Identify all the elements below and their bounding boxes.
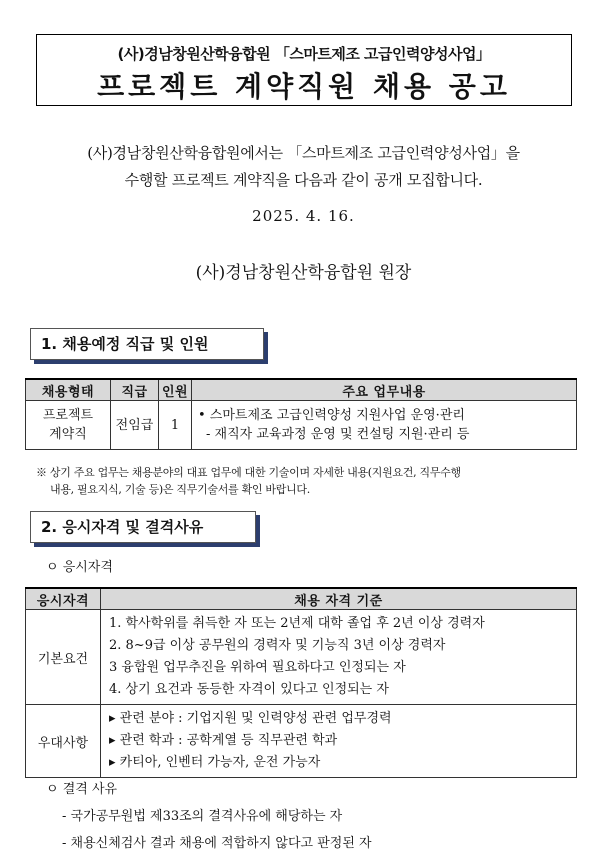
section-2-heading: 2. 응시자격 및 결격사유 [30, 511, 256, 543]
header-qualification: 응시자격 [26, 588, 101, 610]
list-item: 2. 8~9급 이상 공무원의 경력자 및 기능직 3년 이상 경력자 [109, 638, 446, 653]
list-item: 1. 학사학위를 취득한 자 또는 2년제 대학 졸업 후 2년 이상 경력자 [109, 616, 485, 631]
intro-line-1: (사)경남창원산학융합원에서는 「스마트제조 고급인력양성사업」을 [87, 144, 520, 162]
header-duties: 주요 업무내용 [192, 379, 577, 401]
table-row [26, 610, 577, 705]
cell-count: 1 [159, 401, 192, 450]
title-box [36, 34, 572, 106]
list-item: ▸ 관련 분야 : 기업지원 및 인력양성 관련 업무경력 [109, 711, 392, 726]
cell-duties [192, 401, 577, 450]
list-item: - 국가공무원법 제33조의 결격사유에 해당하는 자 [62, 809, 343, 824]
header-count: 인원 [159, 379, 192, 401]
cell-grade: 전임급 [111, 401, 159, 450]
preferred-list [101, 705, 577, 778]
section-1-heading: 1. 채용예정 직급 및 인원 [30, 328, 264, 360]
organization-signature: (사)경남창원산학융합원 원장 [195, 263, 412, 283]
header-employment-type: 채용형태 [26, 379, 111, 401]
page-title: 프로젝트 계약직원 채용 공고 [97, 70, 511, 103]
announcement-date: 2025. 4. 16. [252, 207, 355, 225]
qualification-table-header [26, 588, 577, 610]
basic-requirements-list [101, 610, 577, 705]
list-item: ▸ 관련 학과 : 공학계열 등 직무관련 학과 [109, 733, 338, 748]
table-row [26, 705, 577, 778]
section-1-note [36, 464, 581, 498]
intro-paragraph [20, 140, 587, 194]
basic-requirements-label: 기본요건 [26, 610, 101, 705]
list-item: 4. 상기 요건과 동등한 자격이 있다고 인정되는 자 [109, 682, 389, 697]
disqualification-block [46, 776, 372, 857]
list-item: 3 융합원 업무추진을 위하여 필요하다고 인정되는 자 [109, 660, 406, 675]
duty-line-1: • 스마트제조 고급인력양성 지원사업 운영·관리 [198, 408, 465, 423]
note-line-1: ※ 상기 주요 업무는 채용분야의 대표 업무에 대한 기술이며 자세한 내용(지원요건, 직무수행 [36, 466, 461, 479]
preferred-label: 우대사항 [26, 705, 101, 778]
intro-line-2: 수행할 프로젝트 계약직을 다음과 같이 공개 모집합니다. [124, 171, 483, 189]
list-item: - 채용신체검사 결과 채용에 적합하지 않다고 판정된 자 [62, 836, 372, 851]
employment-type-line-2: 계약직 [49, 427, 87, 442]
duty-line-2: - 재직자 교육과정 운영 및 컨설팅 지원·관리 등 [206, 427, 470, 442]
position-table [25, 378, 577, 450]
cell-employment-type [26, 401, 111, 450]
header-criteria: 채용 자격 기준 [101, 588, 577, 610]
qualification-table [25, 587, 577, 778]
position-table-header [26, 379, 577, 401]
note-line-2: 내용, 필요지식, 기술 등)은 직무기술서를 확인 바랍니다. [50, 483, 310, 496]
table-row [26, 401, 577, 450]
header-grade: 직급 [111, 379, 159, 401]
employment-type-line-1: 프로젝트 [42, 408, 94, 423]
qualification-label: ㅇ 응시자격 [46, 560, 113, 575]
list-item: ▸ 카티아, 인벤터 가능자, 운전 가능자 [109, 755, 321, 770]
page-subtitle: (사)경남창원산학융합원 「스마트제조 고급인력양성사업」 [117, 45, 491, 63]
disqualification-label: ㅇ 결격 사유 [46, 782, 118, 797]
